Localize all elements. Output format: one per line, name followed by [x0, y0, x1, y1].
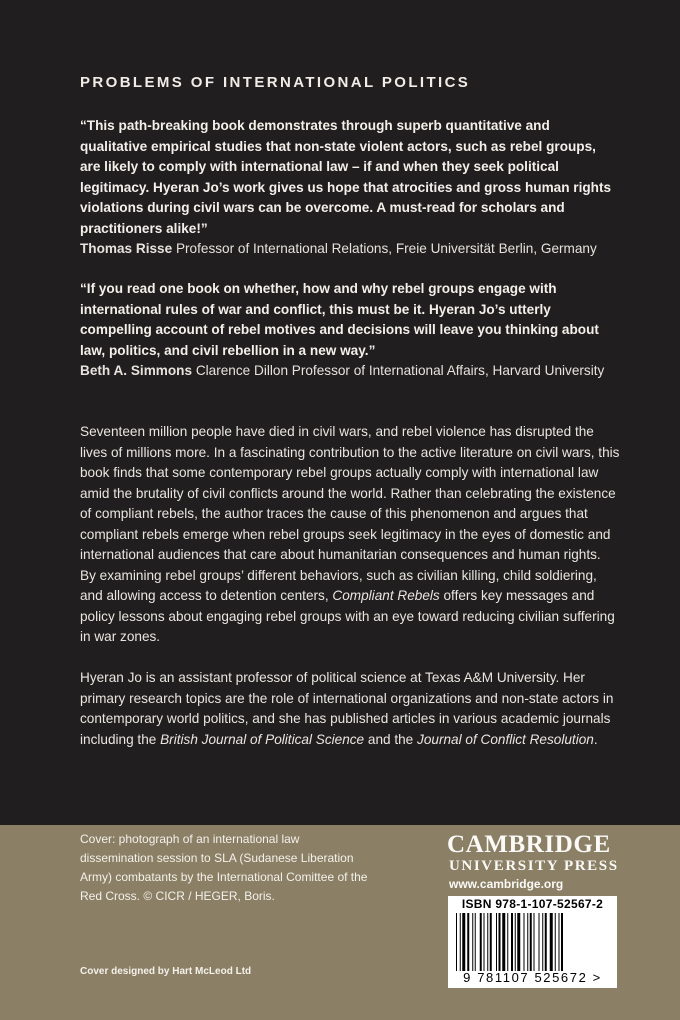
publisher-name: CAMBRIDGE — [447, 831, 611, 858]
isbn-barcode-box — [448, 896, 617, 988]
bio-text-end: . — [593, 731, 598, 747]
barcode-bar — [507, 913, 508, 971]
barcode-bar — [559, 913, 560, 971]
barcode-bar — [480, 913, 482, 971]
barcode-bar — [511, 913, 513, 971]
bio-text-mid: and the — [364, 731, 418, 747]
barcode-bar — [545, 913, 547, 971]
barcode-bar — [524, 913, 525, 971]
publisher-url: www.cambridge.org — [449, 877, 564, 891]
barcode-bar — [550, 913, 553, 971]
barcode-bar — [502, 913, 505, 971]
barcode-bar — [534, 913, 535, 971]
barcode-bar — [484, 913, 485, 971]
barcode-bar — [515, 913, 516, 971]
endorser-name: Beth A. Simmons — [80, 363, 193, 378]
series-title: PROBLEMS OF INTERNATIONAL POLITICS — [80, 74, 471, 91]
barcode-bar — [527, 913, 528, 971]
barcode-digits: 9 781107 525672 > — [463, 970, 602, 985]
barcode-bar — [561, 913, 563, 971]
barcode-bar — [475, 913, 476, 971]
footer-band — [0, 825, 680, 1020]
barcode-bar — [467, 913, 469, 971]
barcode-bar — [542, 913, 543, 971]
publisher-subtitle: UNIVERSITY PRESS — [449, 858, 619, 874]
barcode — [456, 913, 609, 971]
endorsement-quote — [80, 279, 620, 382]
endorser-affiliation: Clarence Dillon Professor of International Affairs, Harvard University — [195, 363, 605, 378]
endorser-affiliation: Professor of International Relations, Freie Universität Berlin, Germany — [175, 241, 597, 256]
barcode-bar — [555, 913, 556, 971]
description-text: Seventeen million people have died in civil wars, and rebel violence has disrupted the lives of millions more. In a fascinating contribution to the active literature on civil wars, this book finds that some contemporary rebel groups actually comply with international law amid the brutality of civil conflicts around the world. Rather than celebrating the existence of compliant rebels, the author traces the cause of this phenomenon and argues that compliant rebels emerge when rebel groups seek legitimacy in the eyes of domestic and international audiences that care about humanitarian consequences and human rights. By examining rebel groups’ different behaviors, such as civilian killing, child soldiering, and allowing access to detention centers, — [80, 424, 620, 603]
bio-text: Hyeran Jo is an assistant professor of political science at Texas A&M University. Her primary research topics are the role of international organizations and non-state actors in contemporary world politics, and she has published articles in various academic journals including the — [80, 670, 614, 747]
publisher-logo — [447, 832, 625, 891]
endorser-name: Thomas Risse — [80, 241, 173, 256]
barcode-bar — [530, 913, 532, 971]
book-description — [80, 422, 620, 648]
cover-designer: Cover designed by Hart McLeod Ltd — [80, 966, 252, 977]
endorsement-quote — [80, 116, 620, 260]
barcode-bar — [487, 913, 488, 971]
barcode-bar — [539, 913, 540, 971]
barcode-bar — [517, 913, 520, 971]
journal-name: Journal of Conflict Resolution — [417, 731, 594, 747]
author-bio — [80, 668, 620, 750]
barcode-bar — [472, 913, 473, 971]
barcode-bar — [462, 913, 465, 971]
barcode-bar — [496, 913, 497, 971]
barcode-bar — [460, 913, 461, 971]
book-title: Compliant Rebels — [332, 588, 440, 603]
barcode-bar — [456, 913, 457, 971]
barcode-bar — [490, 913, 492, 971]
isbn-label: ISBN 978-1-107-52567-2 — [461, 897, 604, 911]
quote-text: “This path-breaking book demonstrates through superb quantitative and qualitative empirical studies that non-state violent actors, such as rebel groups, are likely to comply with international law – if and when they seek political legitimacy. Hyeran Jo’s work gives us hope that atrocities and gross human rights violations during civil wars can be overcome. A must-read for scholars and practitioners alike!” — [80, 118, 612, 236]
journal-name: British Journal of Political Science — [160, 731, 365, 747]
description-text-end: offers key messages and policy lessons about engaging rebel groups with an eye toward reducing civilian suffering in war zones. — [80, 588, 615, 644]
barcode-bar — [499, 913, 501, 971]
cover-credit: Cover: photograph of an international law dissemination session to SLA (Sudanese Liberation Army) combatants by the International Comittee of the Red Cross. © CICR / HEGER, Boris. — [80, 832, 368, 903]
quote-text: “If you read one book on whether, how and why rebel groups engage with international rules of war and conflict, this must be it. Hyeran Jo’s utterly compelling account of rebel motives and decisions will leave you thinking about law, politics, and civil rebellion in a new way.” — [80, 281, 599, 358]
